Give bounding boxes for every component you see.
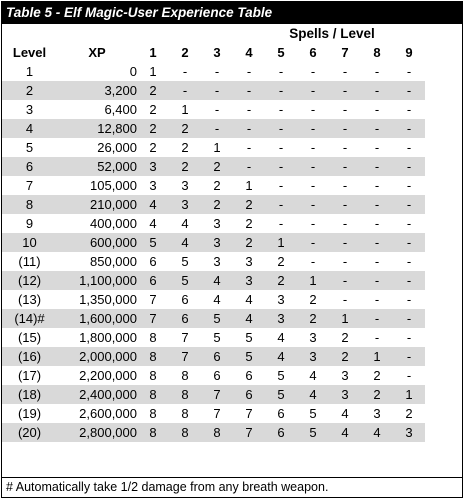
spell-count-cell: - <box>361 119 393 138</box>
spell-count-cell: 3 <box>213 216 221 231</box>
spells-per-level-header: Spells / Level <box>289 26 375 41</box>
spell-count-cell: 1 <box>265 233 297 252</box>
level-cell: 7 <box>25 178 34 193</box>
spell-count-cell: 2 <box>137 119 169 138</box>
spell-count-cell: 5 <box>297 423 329 442</box>
spell-count-cell: 2 <box>233 233 265 252</box>
spell-count-cell: - <box>278 102 284 117</box>
table-row <box>2 385 425 404</box>
table-row <box>2 157 425 176</box>
spell-count-cell: 8 <box>149 406 157 421</box>
spell-count-cell: 2 <box>341 330 349 345</box>
spell-count-cell: 4 <box>297 385 329 404</box>
spell-count-cell: - <box>329 81 361 100</box>
spell-count-cell: - <box>329 233 361 252</box>
level-cell: (20) <box>2 423 57 442</box>
spell-count-cell: - <box>297 119 329 138</box>
spell-count-cell: - <box>393 119 425 138</box>
spell-count-cell: - <box>329 119 361 138</box>
spell-count-cell: 2 <box>201 195 233 214</box>
spell-count-cell: - <box>393 157 425 176</box>
spell-count-cell: 7 <box>213 406 221 421</box>
spell-count-cell: 1 <box>361 347 393 366</box>
spell-count-cell: 4 <box>341 406 349 421</box>
spell-level-header: 4 <box>245 45 253 60</box>
table-row <box>2 233 425 252</box>
table-row <box>2 119 425 138</box>
spell-count-cell: 4 <box>137 195 169 214</box>
spell-count-cell: 5 <box>265 385 297 404</box>
spell-count-cell: - <box>310 64 316 79</box>
spell-count-cell: 3 <box>201 233 233 252</box>
spell-count-cell: 5 <box>309 406 317 421</box>
xp-cell: 105,000 <box>90 178 137 193</box>
header-row <box>2 43 425 62</box>
spell-count-cell: - <box>374 178 380 193</box>
spell-count-cell: - <box>374 102 380 117</box>
spell-count-cell: - <box>361 309 393 328</box>
spell-count-cell: 8 <box>149 368 157 383</box>
xp-cell: 2,400,000 <box>57 385 137 404</box>
spell-count-cell: - <box>342 292 348 307</box>
xp-cell: 52,000 <box>57 157 137 176</box>
xp-cell: 2,000,000 <box>57 347 137 366</box>
spell-count-cell: 5 <box>137 233 169 252</box>
spell-count-cell: - <box>374 216 380 231</box>
spell-count-cell: 5 <box>245 330 253 345</box>
spell-count-cell: 3 <box>297 347 329 366</box>
level-cell: 9 <box>25 216 34 231</box>
spell-count-cell: 2 <box>361 385 393 404</box>
spell-count-cell: 2 <box>137 81 169 100</box>
level-cell: 8 <box>2 195 57 214</box>
spell-count-cell: - <box>374 64 380 79</box>
spell-count-cell: - <box>406 140 412 155</box>
spell-count-cell: 6 <box>169 309 201 328</box>
spell-count-cell: 5 <box>233 347 265 366</box>
spell-count-cell: - <box>361 233 393 252</box>
spell-count-cell: - <box>374 254 380 269</box>
level-column-header: Level <box>12 45 47 60</box>
spell-count-cell: 3 <box>265 309 297 328</box>
level-cell: (14)# <box>2 309 57 328</box>
spell-count-cell: 6 <box>265 423 297 442</box>
spell-count-cell: - <box>214 64 220 79</box>
spell-level-header: 9 <box>405 45 413 60</box>
xp-cell: 26,000 <box>97 140 137 155</box>
spell-count-cell: 4 <box>329 423 361 442</box>
spell-count-cell: 7 <box>181 330 189 345</box>
spell-level-header: 8 <box>373 45 381 60</box>
table-row <box>2 290 425 309</box>
spell-count-cell: 7 <box>149 292 157 307</box>
spell-count-cell: 4 <box>265 347 297 366</box>
spell-count-cell: 3 <box>341 368 349 383</box>
level-cell: 10 <box>2 233 57 252</box>
spell-count-cell: 6 <box>277 406 285 421</box>
level-cell: (12) <box>2 271 57 290</box>
spell-count-cell: 2 <box>329 347 361 366</box>
spell-count-cell: 2 <box>149 140 157 155</box>
spell-count-cell: - <box>246 102 252 117</box>
spell-count-cell: 2 <box>373 368 381 383</box>
spell-count-cell: 4 <box>277 330 285 345</box>
level-cell: (15) <box>17 330 42 345</box>
spell-count-cell: 8 <box>149 330 157 345</box>
spell-count-cell: 6 <box>245 368 253 383</box>
table-row <box>2 195 425 214</box>
spell-count-cell: - <box>393 271 425 290</box>
spell-count-cell: 6 <box>233 385 265 404</box>
spell-count-cell: - <box>406 368 412 383</box>
level-cell: 3 <box>25 102 34 117</box>
spell-count-cell: 2 <box>233 195 265 214</box>
xp-cell: 1,100,000 <box>57 271 137 290</box>
spell-count-cell: - <box>297 233 329 252</box>
spell-count-cell: - <box>201 119 233 138</box>
xp-cell: 1,800,000 <box>79 330 137 345</box>
spell-level-header: 6 <box>309 45 317 60</box>
spell-count-cell: 3 <box>277 292 285 307</box>
spell-count-cell: 4 <box>233 309 265 328</box>
spell-count-cell: - <box>233 119 265 138</box>
table-row <box>2 366 425 385</box>
spell-level-header: 2 <box>181 45 189 60</box>
spell-count-cell: - <box>406 330 412 345</box>
spell-count-cell: 3 <box>137 157 169 176</box>
spell-count-cell: - <box>406 178 412 193</box>
spell-count-cell: 4 <box>201 271 233 290</box>
spell-count-cell: 2 <box>297 309 329 328</box>
spell-count-cell: - <box>310 254 316 269</box>
table-body <box>2 62 425 442</box>
spell-count-cell: - <box>393 233 425 252</box>
spell-count-cell: 1 <box>181 102 189 117</box>
spell-count-cell: - <box>233 157 265 176</box>
spell-count-cell: - <box>342 254 348 269</box>
spell-count-cell: - <box>406 64 412 79</box>
table-row <box>2 309 425 328</box>
spell-count-cell: 2 <box>201 157 233 176</box>
experience-table <box>2 43 425 442</box>
spell-level-header: 3 <box>213 45 221 60</box>
level-cell: (13) <box>17 292 42 307</box>
spell-count-cell: 6 <box>213 368 221 383</box>
spell-count-cell: 2 <box>169 119 201 138</box>
level-cell: 5 <box>25 140 34 155</box>
spell-count-cell: 4 <box>181 216 189 231</box>
table-row <box>2 347 425 366</box>
xp-column-header: XP <box>88 45 106 60</box>
spell-count-cell: 5 <box>201 309 233 328</box>
spell-count-cell: 3 <box>373 406 381 421</box>
xp-cell: 2,800,000 <box>57 423 137 442</box>
spell-count-cell: - <box>329 271 361 290</box>
spell-count-cell: - <box>310 216 316 231</box>
spell-count-cell: - <box>265 195 297 214</box>
table-row <box>2 138 425 157</box>
spell-count-cell: - <box>406 254 412 269</box>
table-row <box>2 62 425 81</box>
spell-count-cell: 4 <box>149 216 157 231</box>
table-row <box>2 328 425 347</box>
level-cell: (17) <box>17 368 42 383</box>
spell-count-cell: - <box>393 309 425 328</box>
spell-count-cell: - <box>246 64 252 79</box>
experience-table-frame <box>1 1 463 498</box>
spell-count-cell: 3 <box>181 178 189 193</box>
spell-count-cell: - <box>342 216 348 231</box>
table-row <box>2 271 425 290</box>
spell-count-cell: - <box>406 292 412 307</box>
table-title: Table 5 - Elf Magic-User Experience Table <box>6 5 273 20</box>
xp-cell: 1,350,000 <box>79 292 137 307</box>
spell-count-cell: 8 <box>169 423 201 442</box>
level-cell: 2 <box>2 81 57 100</box>
spell-count-cell: 7 <box>137 309 169 328</box>
spell-count-cell: - <box>329 157 361 176</box>
spell-count-cell: - <box>342 102 348 117</box>
spell-count-cell: - <box>393 195 425 214</box>
spell-count-cell: - <box>297 157 329 176</box>
spell-count-cell: - <box>393 347 425 366</box>
spell-count-cell: - <box>278 216 284 231</box>
spell-level-header: 7 <box>341 45 349 60</box>
spell-count-cell: 3 <box>149 178 157 193</box>
table-row <box>2 423 425 442</box>
spell-count-cell: 4 <box>169 233 201 252</box>
spell-count-cell: 8 <box>169 385 201 404</box>
footnote: # Automatically take 1/2 damage from any breath weapon. <box>2 477 462 497</box>
level-cell: 1 <box>25 64 34 79</box>
spell-count-cell: 8 <box>181 406 189 421</box>
spell-count-cell: 6 <box>149 254 157 269</box>
xp-cell: 850,000 <box>90 254 137 269</box>
spell-level-header: 5 <box>277 45 285 60</box>
spell-count-cell: - <box>169 81 201 100</box>
spell-count-cell: 2 <box>265 271 297 290</box>
spell-count-cell: 1 <box>297 271 329 290</box>
title-bar <box>2 2 462 24</box>
table-row <box>2 404 425 423</box>
table-row <box>2 214 425 233</box>
spell-count-cell: 2 <box>149 102 157 117</box>
spell-count-cell: 2 <box>213 178 221 193</box>
spell-level-header: 1 <box>149 45 157 60</box>
spell-count-cell: 2 <box>277 254 285 269</box>
xp-cell: 3,200 <box>57 81 137 100</box>
xp-cell: 12,800 <box>57 119 137 138</box>
level-cell: 4 <box>2 119 57 138</box>
spell-count-cell: 3 <box>245 254 253 269</box>
spell-count-cell: 8 <box>181 368 189 383</box>
level-cell: (16) <box>2 347 57 366</box>
spell-count-cell: - <box>374 292 380 307</box>
spell-count-cell: 3 <box>233 271 265 290</box>
spell-count-cell: - <box>361 195 393 214</box>
spell-count-cell: 2 <box>309 292 317 307</box>
spell-count-cell: - <box>265 119 297 138</box>
spell-count-cell: - <box>393 81 425 100</box>
spell-count-cell: - <box>374 140 380 155</box>
xp-cell: 600,000 <box>57 233 137 252</box>
xp-cell: 2,200,000 <box>79 368 137 383</box>
spell-count-cell: 4 <box>309 368 317 383</box>
spell-count-cell: 7 <box>169 347 201 366</box>
spell-count-cell: - <box>361 271 393 290</box>
table-row <box>2 81 425 100</box>
spell-count-cell: 5 <box>277 368 285 383</box>
level-cell: (11) <box>18 254 41 269</box>
spell-count-cell: - <box>214 102 220 117</box>
level-cell: 6 <box>2 157 57 176</box>
spell-count-cell: 4 <box>245 292 253 307</box>
spell-count-cell: 1 <box>213 140 221 155</box>
spell-count-cell: - <box>406 216 412 231</box>
spell-count-cell: - <box>246 140 252 155</box>
spell-count-cell: 4 <box>213 292 221 307</box>
spell-count-cell: - <box>329 195 361 214</box>
xp-cell: 210,000 <box>57 195 137 214</box>
spell-count-cell: 1 <box>329 309 361 328</box>
xp-cell: 0 <box>129 64 137 79</box>
spell-count-cell: 7 <box>233 423 265 442</box>
spell-count-cell: - <box>265 81 297 100</box>
table-row <box>2 176 425 195</box>
spell-count-cell: 7 <box>245 406 253 421</box>
spell-count-cell: - <box>278 64 284 79</box>
spell-count-cell: - <box>342 140 348 155</box>
spell-count-cell: - <box>233 81 265 100</box>
spell-count-cell: - <box>361 157 393 176</box>
xp-cell: 2,600,000 <box>79 406 137 421</box>
spell-count-cell: 3 <box>169 195 201 214</box>
spell-count-cell: 8 <box>201 423 233 442</box>
spell-count-cell: 3 <box>393 423 425 442</box>
spell-count-cell: 1 <box>393 385 425 404</box>
spell-count-cell: - <box>310 178 316 193</box>
level-cell: (18) <box>2 385 57 404</box>
table-row <box>2 100 425 119</box>
spell-count-cell: - <box>342 178 348 193</box>
spell-count-cell: 3 <box>213 254 221 269</box>
spell-count-cell: - <box>297 195 329 214</box>
spell-count-cell: - <box>297 81 329 100</box>
spell-count-cell: - <box>201 81 233 100</box>
spell-count-cell: - <box>406 102 412 117</box>
table-row <box>2 252 425 271</box>
level-cell: (19) <box>17 406 42 421</box>
spell-count-cell: 1 <box>149 64 157 79</box>
spell-count-cell: - <box>361 81 393 100</box>
spell-count-cell: 4 <box>361 423 393 442</box>
spell-count-cell: - <box>278 178 284 193</box>
xp-cell: 1,600,000 <box>57 309 137 328</box>
spell-count-cell: - <box>342 64 348 79</box>
spell-count-cell: 2 <box>245 216 253 231</box>
xp-cell: 400,000 <box>90 216 137 231</box>
spell-count-cell: - <box>265 157 297 176</box>
spell-count-cell: 2 <box>405 406 413 421</box>
spell-count-cell: 5 <box>213 330 221 345</box>
spell-count-cell: - <box>182 64 188 79</box>
spell-count-cell: - <box>310 102 316 117</box>
spell-count-cell: 3 <box>329 385 361 404</box>
spell-count-cell: 7 <box>201 385 233 404</box>
xp-cell: 6,400 <box>104 102 137 117</box>
spell-count-cell: 6 <box>137 271 169 290</box>
spell-count-cell: 8 <box>137 385 169 404</box>
spell-count-cell: - <box>278 140 284 155</box>
spell-count-cell: 6 <box>181 292 189 307</box>
spell-count-cell: - <box>374 330 380 345</box>
spell-count-cell: 3 <box>309 330 317 345</box>
spell-count-cell: - <box>310 140 316 155</box>
spell-count-cell: 5 <box>169 271 201 290</box>
spell-count-cell: 8 <box>137 423 169 442</box>
spell-count-cell: 1 <box>245 178 253 193</box>
spell-count-cell: 2 <box>169 157 201 176</box>
spell-count-cell: 8 <box>137 347 169 366</box>
spell-count-cell: 6 <box>201 347 233 366</box>
spell-count-cell: 5 <box>181 254 189 269</box>
spell-count-cell: 2 <box>181 140 189 155</box>
